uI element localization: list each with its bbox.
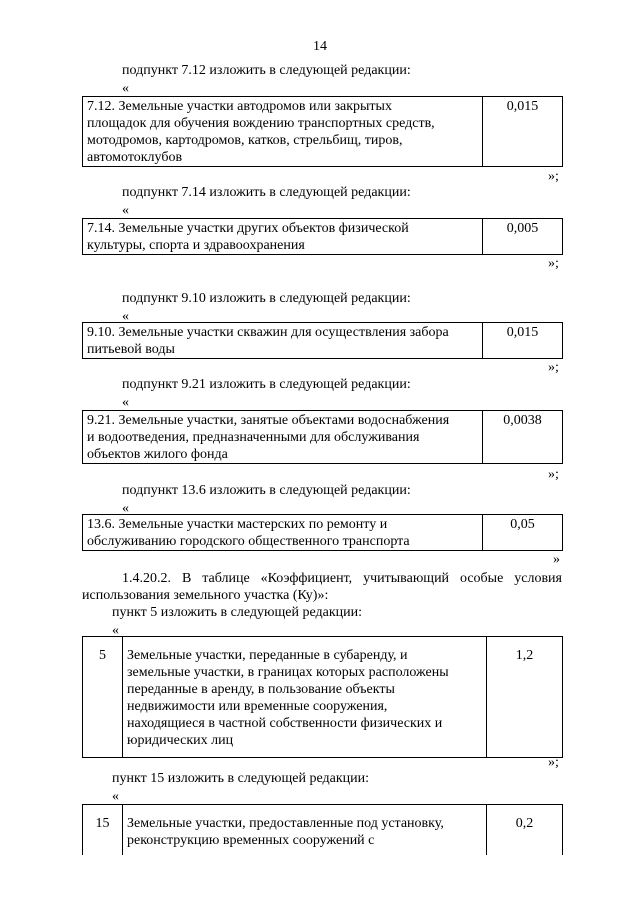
open-quote: « bbox=[122, 309, 129, 324]
item-number: 5 bbox=[83, 637, 123, 758]
description-line: 9.21. Земельные участки, занятые объектами водоснабжения bbox=[87, 413, 450, 428]
open-quote: « bbox=[112, 623, 119, 638]
subclause-heading: подпункт 7.14 изложить в следующей редакции: bbox=[122, 185, 411, 200]
description-line: питьевой воды bbox=[87, 342, 175, 357]
description-line: 7.12. Земельные участки автодромов или закрытых bbox=[87, 99, 392, 114]
close-quote: »; bbox=[548, 169, 559, 184]
description-line: реконструкцию временных сооружений с bbox=[127, 833, 375, 848]
item-heading: пункт 5 изложить в следующей редакции: bbox=[112, 605, 362, 620]
close-quote: »; bbox=[548, 256, 559, 271]
description-line: 13.6. Земельные участки мастерских по ремонту и bbox=[87, 517, 388, 532]
description-line: автомотоклубов bbox=[87, 150, 183, 165]
open-quote: « bbox=[122, 81, 129, 96]
page-number: 14 bbox=[313, 39, 327, 54]
coefficient-value: 0,015 bbox=[483, 323, 563, 359]
description-line: мотодромов, картодромов, катков, стрельбищ, тиров, bbox=[87, 133, 403, 148]
coefficient-value: 1,2 bbox=[487, 637, 563, 758]
table-description-cell bbox=[83, 515, 483, 551]
close-quote: »; bbox=[548, 360, 559, 375]
description-line: земельные участки, в границах которых расположены bbox=[127, 665, 449, 680]
coefficient-value: 0,005 bbox=[483, 219, 563, 255]
coefficient-value: 0,015 bbox=[483, 97, 563, 167]
subclause-table-9-21 bbox=[82, 410, 563, 464]
subclause-table-7-12 bbox=[82, 96, 563, 167]
table-description-cell bbox=[83, 97, 483, 167]
close-quote: » bbox=[553, 552, 560, 567]
open-quote: « bbox=[122, 203, 129, 218]
subclause-table-7-14 bbox=[82, 218, 563, 255]
coefficient-value: 0,2 bbox=[487, 805, 563, 856]
item-table-15 bbox=[82, 804, 563, 855]
table-description-cell bbox=[123, 805, 487, 856]
description-line: 7.14. Земельные участки других объектов физической bbox=[87, 221, 409, 236]
description-line: юридических лиц bbox=[127, 733, 234, 748]
description-line: Земельные участки, предоставленные под установку, bbox=[127, 816, 444, 831]
item-number: 15 bbox=[83, 805, 123, 856]
close-quote: »; bbox=[548, 755, 559, 770]
paragraph-line: использования земельного участка (Ку)»: bbox=[82, 588, 329, 603]
description-line: находящиеся в частной собственности физических и bbox=[127, 716, 443, 731]
table-description-cell bbox=[123, 637, 487, 758]
description-line: 9.10. Земельные участки скважин для осуществления забора bbox=[87, 325, 449, 340]
subclause-heading: подпункт 9.21 изложить в следующей редакции: bbox=[122, 377, 411, 392]
table-description-cell bbox=[83, 411, 483, 464]
subclause-heading: подпункт 7.12 изложить в следующей редакции: bbox=[122, 63, 411, 78]
open-quote: « bbox=[112, 789, 119, 804]
description-line: недвижимости или временные сооружения, bbox=[127, 699, 388, 714]
table-description-cell bbox=[83, 323, 483, 359]
paragraph-line: 1.4.20.2. В таблице «Коэффициент, учитывающий особые условия bbox=[122, 571, 562, 586]
description-line: Земельные участки, переданные в субаренду, и bbox=[127, 648, 408, 663]
item-table-5 bbox=[82, 636, 563, 758]
open-quote: « bbox=[122, 501, 129, 516]
description-line: переданные в аренду, в пользование объекты bbox=[127, 682, 395, 697]
open-quote: « bbox=[122, 395, 129, 410]
table-description-cell bbox=[83, 219, 483, 255]
subclause-table-13-6 bbox=[82, 514, 563, 551]
subclause-table-9-10 bbox=[82, 322, 563, 359]
description-line: обслуживанию городского общественного транспорта bbox=[87, 534, 410, 549]
description-line: площадок для обучения вождению транспортных средств, bbox=[87, 116, 435, 131]
close-quote: »; bbox=[548, 467, 559, 482]
item-heading: пункт 15 изложить в следующей редакции: bbox=[112, 771, 369, 786]
description-line: и водоотведения, предназначенными для обслуживания bbox=[87, 430, 420, 445]
subclause-heading: подпункт 9.10 изложить в следующей редакции: bbox=[122, 291, 411, 306]
subclause-heading: подпункт 13.6 изложить в следующей редакции: bbox=[122, 483, 411, 498]
coefficient-value: 0,0038 bbox=[483, 411, 563, 464]
coefficient-value: 0,05 bbox=[483, 515, 563, 551]
description-line: объектов жилого фонда bbox=[87, 447, 228, 462]
description-line: культуры, спорта и здравоохранения bbox=[87, 238, 305, 253]
